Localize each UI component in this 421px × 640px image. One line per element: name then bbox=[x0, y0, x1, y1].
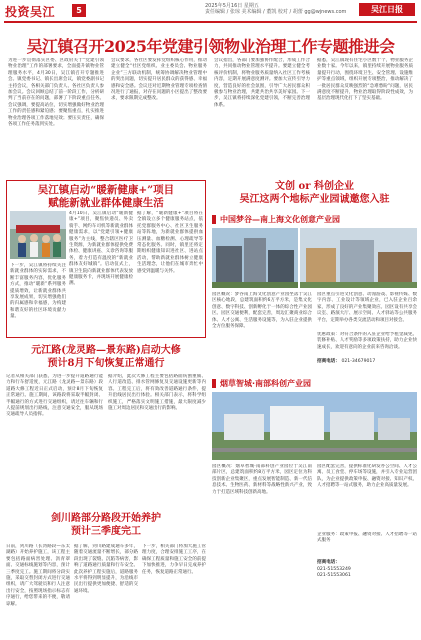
story-jianchuan-title-1: 剑川路部分路段开始养护 bbox=[51, 513, 161, 524]
story-health-para-2: 据了解，“暖新健康+”项目将在全镇设立多个健康服务站点，依托党群服务中心、社区卫生服务站等阵地，为新就业群体提供血压测量、血糖检测、心理疏导等常态化服务。同时，镇里还将定期组织健康知识进社区、进站点活动，帮助新就业群体树立健康生活理念，让他们在城市奔忙中感受到温暖与关怀。 bbox=[137, 211, 203, 274]
story-road-para-2: 据介绍，此次大修工程主要包括路面铣刨重铺、人行道改造、排水管网修复及交通设施更新等内容。工程完工后，将有效改善道路通行条件，提升沿线居民出行体验。相关部门表示，将科学组织施工，严格落实文明施工措施，最大限度减少施工对周边居民和交通出行的影响。 bbox=[108, 374, 206, 412]
story-jianchuan-para-1: 日前，剑川路（长湾路段—东太湖路）开始养护施工，该工程主要包括路面病害处理、沥青罩面、交通标线施划等内容，预计三季度完工。施工期间将分段实施，采取交替封闭方式进行交通组织，请广大驾驶员和行人注意出行安全，按照现场指示标志有序通行，给您带来的不便，敬请谅解。 bbox=[6, 544, 70, 607]
story-health-para-3: 下一步，吴江镇将持续关注新就业群体的实际需求，不断丰富服务内容，优化服务方式，推动“暖新”系列服务提质增效，让新就业群体共享发展成果，切实增强他们的归属感和幸福感，为构建和谐友好的社区环境贡献力量。 bbox=[10, 263, 66, 320]
story-health-para-1: 4月10日，吴江镇启动“暖新健康+”项目，聚焦快递员、外卖骑手、网约车司机等新就业群体健康需求，以“党建引领+健康服务”为主线，整合辖区医疗卫生资源，为新就业群体提供免费体检、健康讲座、义诊咨询等服务，着力打造有温度的“新就业群体友好城镇”。启动仪式上，镇卫生院向新就业群体代表发放健康服务卡，并现场开展健康检测。 bbox=[69, 211, 133, 287]
park2-intro-1: 园区概况：烟草智城·南部科创产业园位于吴江南部片区，总建筑面积约8万平方米，园区定位为科技创新企业集聚区，重点发展智能制造、新一代信息技术、生物医药、新材料等战略性新兴产业，致力于打造区域科技创新高地。 bbox=[212, 464, 312, 495]
park2-name: 烟草智城·南部科创产业园 bbox=[220, 379, 312, 388]
story-health-photo bbox=[10, 211, 66, 259]
park1-intro-1: 园区概况：梦谷南上海文化创意产业园坐落于吴江区核心地段，总建筑面积约6万平方米，是集文化创意、数字科技、创新孵化于一体的综合性产业园区。园区交通便利，配套完善，周边汇聚商业综合体、人才公寓、生活服务设施等，为入驻企业提供全方位服务保障。 bbox=[212, 292, 312, 330]
park1-photo-2 bbox=[300, 228, 417, 288]
top-story-col-3: 会议指出，各部门要加强协作配合，形成工作合力，共同推动物业管理水平提升。要建立健全考核评价机制，将物业服务质量纳入社区工作考核内容，定期开展满意度测评。要加大宣传引导力度，营造良好的社会氛围，引导广大居民群众积极参与物业治理，共建共治共享美好家园。下一步，吴江镇将持续深化党建引领，不断完善治理体系。 bbox=[214, 58, 310, 108]
top-story-col-1: 为进一步贯彻落实区委、区政府关于“党建引领物业治理”工作的部署要求，全面提升镇物业管理服务水平，4月30日，吴江镇召开专题推进会。镇党委书记、镇长出席会议，镇党委副书记主持会议，各相关部门负责人、各社区负责人参加会议。会议回顾总结了前一阶段工作，分析研判了当前存在的问题，部署了下阶段重点任务。会议强调，要提高站位，切实增强做好物业治理工作的责任感和紧迫感；要聚焦重点，扎实推进物业治理各项工作落地见效；要压实责任，确保各项工作任务落到实处。 bbox=[8, 58, 104, 128]
park1-intro-3: 优惠政策：对符合条件的入驻企业给予租金减免、装修补贴、人才奖励等多项政策扶持，助力企业快速成长，欢迎有意向的企业前来咨询洽谈。 bbox=[317, 332, 417, 350]
story-jianchuan-block bbox=[6, 512, 206, 636]
story-parks-title-2: 吴江这两个地标产业园诚邀您入驻 bbox=[239, 194, 390, 205]
top-story-col-2: 会议要求，各社区要发挥党组织核心作用，推动建立健全“社区党组织、业主委员会、物业服务企业”三方联动机制，统筹协调解决物业管理中的突出问题，切实提升居民群众的获得感、幸福感和安全感。会议还对近期物业管理专项检查情况进行了通报，对存在问题的小区提出了整改要求，要求限期完成整改。 bbox=[111, 58, 207, 102]
story-road-title-1: 元江路(龙灵路—景东路)启动大修 bbox=[31, 345, 181, 356]
park1-contact bbox=[317, 359, 417, 366]
story-health-title-2: 赋能新就业群体健康生活 bbox=[48, 197, 164, 209]
park1-intro-2: 园区重点引进文化创意、动漫游戏、影视传媒、数字内容、工业设计等领域企业，已入驻企业百余家，形成了良好的产业集聚效应。园区设有共享会议室、路演大厅、展示空间、人才驿站等公共服务平台，定期举办各类交流活动和项目对接会。 bbox=[317, 292, 417, 323]
date-line bbox=[205, 3, 346, 15]
section-title: 投资吴江 bbox=[5, 5, 56, 19]
park1-heading bbox=[212, 214, 340, 225]
park2-intro-2: 园区配套完善，提供标准化研发办公空间、人才公寓、员工食堂、停车场等设施，并引入专业运营团队，为企业提供政策申报、融资对接、知识产权、人才招聘等一站式服务，助力企业高质量发展。 bbox=[317, 464, 417, 489]
park2-service: 企业服务：政策申报、融资对接、人才招聘等一站式服务 bbox=[317, 532, 417, 544]
story-jianchuan-para-2: 据了解，剑川路建成通车多年，随着交通流量不断增长，部分路段出现了裂缝、沉陷等病害，影响了道路通行质量和行车安全。此次养护工程实施后，道路服务水平将得到明显提升，为沿线市民出行提供更加便捷、舒适的交通环境。 bbox=[74, 544, 138, 594]
story-jianchuan-title-2: 预计三季度完工 bbox=[71, 526, 141, 537]
park2-contact bbox=[317, 560, 417, 580]
park1-contact-phone: 021-34679017 bbox=[341, 359, 376, 364]
top-story-col-4: 据悉，吴江镇现有住宅小区数十个，物业服务企业数十家。今年以来，镇里持续开展物业服务质量提升行动，围绕环境卫生、安全管理、设施维护等重点领域，组织开展专项整治，推动解决了一批居民群众反映强烈的“急难愁盼”问题，居民满意度不断提升，物业治理取得阶段性成效，为基层治理现代化打下了坚实基础。 bbox=[317, 58, 413, 102]
park2-contact-phone-1: 021-51553249 bbox=[317, 566, 351, 572]
story-road-title-2: 预计8月下旬恢复正常通行 bbox=[47, 358, 165, 369]
page-number: 5 bbox=[72, 4, 86, 17]
park1-name: 中国梦谷—南上海文化创意产业园 bbox=[220, 215, 340, 224]
story-road-block bbox=[6, 344, 206, 474]
masthead-rule bbox=[4, 21, 417, 23]
park2-heading-marker bbox=[212, 379, 216, 388]
staff-text: 责任编辑 / 张琼 美术编辑 / 董凯 校对 / 胡蕾 gg@wjnews.com bbox=[205, 9, 347, 15]
masthead bbox=[0, 0, 421, 22]
park2-photo bbox=[212, 392, 417, 460]
park1-contact-label: 招商电话： bbox=[317, 359, 340, 364]
story-jianchuan-para-3: 下一步，相关部门将加大施工管理力度，合理安排施工工序，在确保工程质量和施工安全的前提下加快推进，力争早日完成养护任务，恢复道路正常通行。 bbox=[142, 544, 206, 575]
park2-heading bbox=[212, 378, 311, 389]
story-road-para-1: 记者从相关部门获悉，为进一步提升道路通行能力和行车舒适度，元江路（龙灵路—景东路）段道路大修工程近日正式启动，预计8月下旬恢复正常通行。施工期间，该路段将采取半幅封闭、半幅通行的方式进行交通组织，请过往车辆和行人提前规划出行路线，注意交通安全，服从现场交通疏导人员指挥。 bbox=[6, 374, 103, 418]
story-health-title-1: 吴江镇启动“暖新健康+”项目 bbox=[37, 184, 175, 196]
top-headline: 吴江镇召开2025年党建引领物业治理工作专题推进会 bbox=[26, 37, 395, 56]
park2-contact-phone-2: 021-51553061 bbox=[317, 573, 351, 578]
date-text: 2025年5月16日 星期五 bbox=[205, 3, 259, 9]
paper-name: 吴江日报 bbox=[359, 3, 415, 16]
story-parks-block bbox=[212, 180, 417, 636]
top-story-columns bbox=[8, 58, 413, 173]
park1-photo bbox=[212, 228, 298, 288]
story-health-box bbox=[6, 180, 206, 338]
story-parks-title-1: 文创 or 科创企业 bbox=[275, 181, 354, 192]
park2-contact-label: 招商电话： bbox=[317, 560, 340, 565]
park1-heading-marker bbox=[212, 215, 216, 224]
